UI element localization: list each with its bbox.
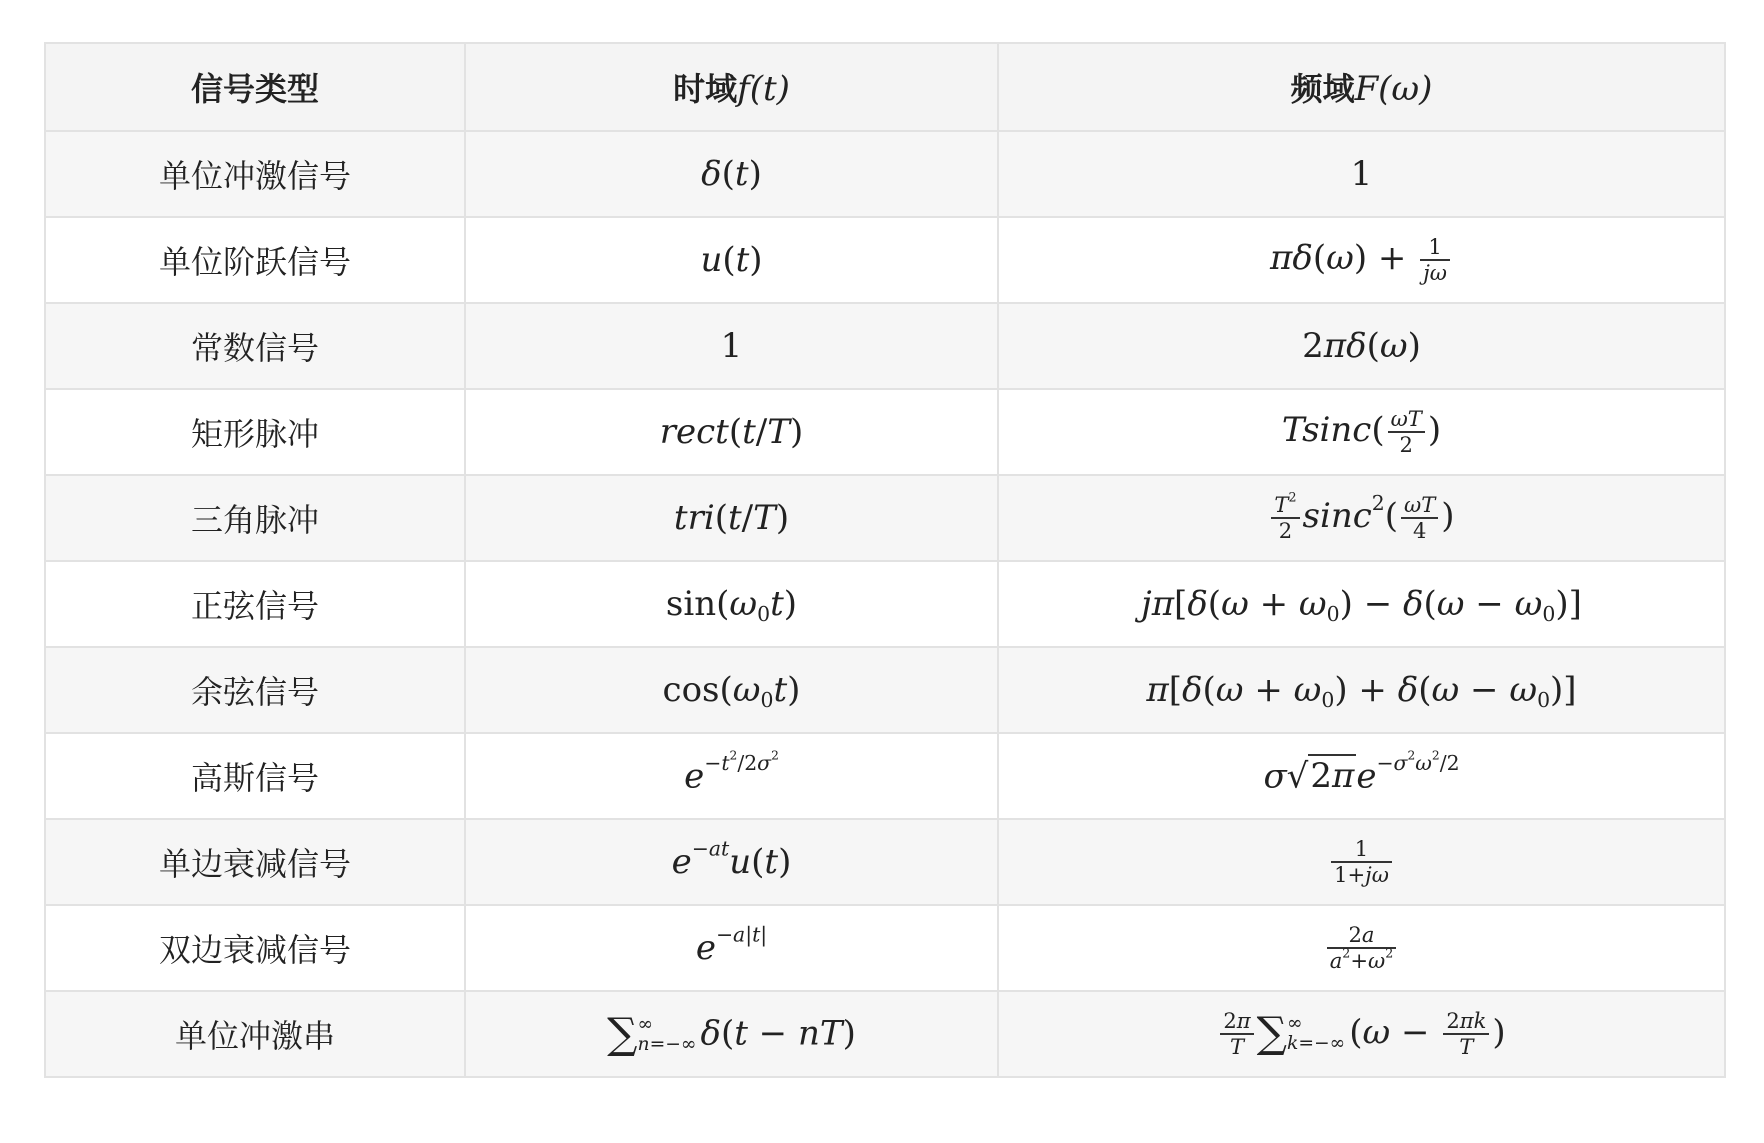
signal-transform-table-container (44, 42, 1726, 1078)
header-time-label: 时域 (673, 70, 738, 108)
time-domain-formula: $e^{-at}u(t)$ (465, 819, 998, 905)
time-domain-formula: $e^{-t^2/2\sigma^2}$ (465, 733, 998, 819)
signal-name: 余弦信号 (45, 647, 465, 733)
time-domain-formula: $\sin(\omega_0t)$ (465, 561, 998, 647)
table-row (45, 905, 1725, 991)
time-domain-formula: $\cos(\omega_0t)$ (465, 647, 998, 733)
table-row (45, 647, 1725, 733)
time-domain-formula: $e^{-a|t|}$ (465, 905, 998, 991)
freq-domain-formula: $\frac{2\pi}{T}$ ∑ ∞ k=−∞ (ω − $\frac{2\pi k}{T}$ ) (998, 991, 1725, 1077)
freq-domain-formula: πδ(ω) + $\frac{1}{j\omega}$ (998, 217, 1725, 303)
freq-domain-formula: Tsinc( $\frac{\omega T}{2}$ ) (998, 389, 1725, 475)
table-row (45, 819, 1725, 905)
signal-name: 单边衰减信号 (45, 819, 465, 905)
table-row (45, 303, 1725, 389)
time-domain-formula: ∑ ∞ n=−∞ δ(t − nT) (465, 991, 998, 1077)
freq-domain-formula: $j\pi[\delta(\omega + \omega_0) - \delta(\omega - \omega_0)]$ (998, 561, 1725, 647)
header-time-domain (465, 43, 998, 131)
signal-name: 双边衰减信号 (45, 905, 465, 991)
table-row (45, 475, 1725, 561)
signal-name: 高斯信号 (45, 733, 465, 819)
table-row (45, 131, 1725, 217)
time-domain-formula: rect(t/T) (465, 389, 998, 475)
table-header-row (45, 43, 1725, 131)
freq-domain-formula: 2πδ(ω) (998, 303, 1725, 389)
table-row (45, 389, 1725, 475)
table-row (45, 217, 1725, 303)
signal-name: 单位冲激串 (45, 991, 465, 1077)
header-signal-type: 信号类型 (45, 43, 465, 131)
header-freq-domain (998, 43, 1725, 131)
signal-name: 单位阶跃信号 (45, 217, 465, 303)
time-domain-formula: 1 (465, 303, 998, 389)
time-domain-formula: tri(t/T) (465, 475, 998, 561)
header-freq-math: F(ω) (1354, 69, 1433, 109)
table-row (45, 991, 1725, 1077)
header-freq-label: 频域 (1290, 70, 1355, 108)
freq-domain-formula: $\sigma√2\pi e^{-\sigma^2\omega^2/2}$ (998, 733, 1725, 819)
signal-name: 正弦信号 (45, 561, 465, 647)
fourier-transform-table (44, 42, 1726, 1078)
signal-name: 单位冲激信号 (45, 131, 465, 217)
table-row (45, 733, 1725, 819)
freq-domain-formula: $\frac{2a}{a^2+\omega^2}$ (998, 905, 1725, 991)
signal-name: 矩形脉冲 (45, 389, 465, 475)
table-row (45, 561, 1725, 647)
header-time-math: f(t) (737, 69, 790, 109)
freq-domain-formula: $\pi[\delta(\omega + \omega_0) + \delta(\omega - \omega_0)]$ (998, 647, 1725, 733)
signal-name: 常数信号 (45, 303, 465, 389)
freq-domain-formula: 1 (998, 131, 1725, 217)
time-domain-formula: δ(t) (465, 131, 998, 217)
freq-domain-formula: $\frac{1}{1+j\omega}$ (998, 819, 1725, 905)
freq-domain-formula: $\frac{T^2}{2}$ sinc$^2$( $\frac{\omega T}{4}$ ) (998, 475, 1725, 561)
signal-name: 三角脉冲 (45, 475, 465, 561)
time-domain-formula: u(t) (465, 217, 998, 303)
